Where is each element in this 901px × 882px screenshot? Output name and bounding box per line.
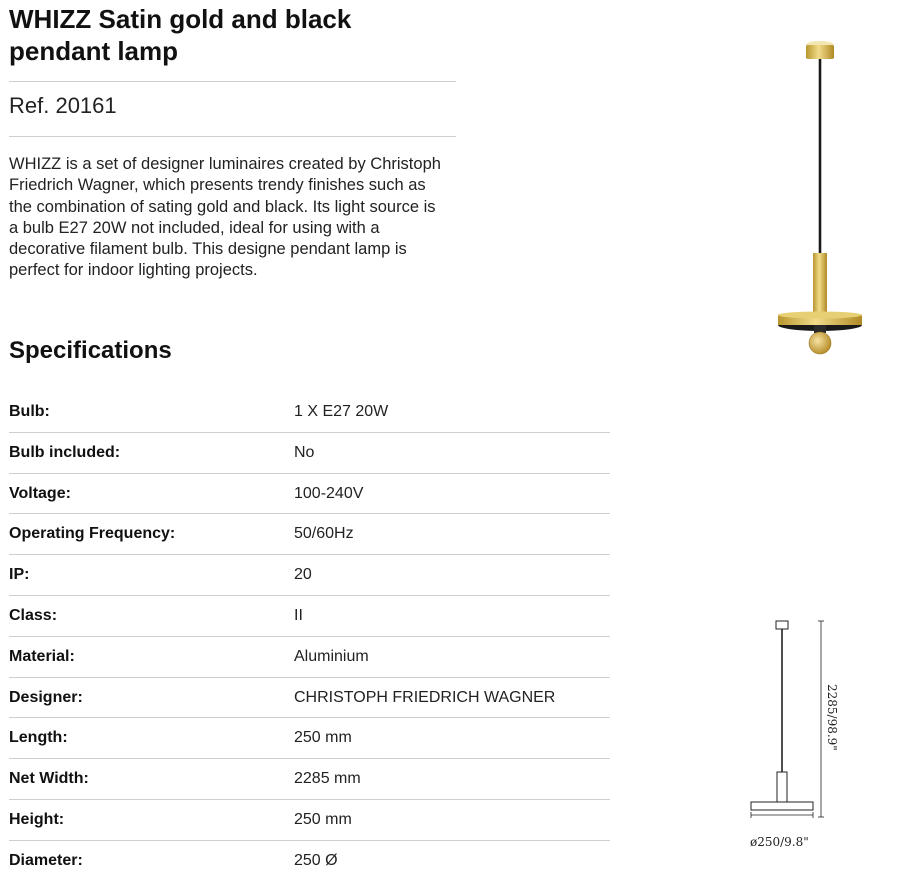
- specifications-table: [9, 392, 610, 882]
- spec-value: 250 Ø: [294, 851, 338, 869]
- lamp-technical-drawing: [740, 612, 850, 857]
- product-reference: Ref. 20161: [9, 93, 117, 118]
- spec-label: Height:: [9, 810, 65, 828]
- spec-row: [9, 637, 610, 678]
- suspension-cable: [819, 59, 822, 254]
- spec-row: [9, 392, 610, 433]
- spec-row: [9, 433, 610, 474]
- spec-label: Operating Frequency:: [9, 525, 176, 543]
- spec-label: Designer:: [9, 688, 83, 706]
- spec-row: [9, 474, 610, 515]
- spec-row: [9, 514, 610, 555]
- drawing-canopy: [776, 621, 788, 629]
- drawing-stem: [777, 772, 787, 802]
- product-description: WHIZZ is a set of designer luminaires created by Christoph Friedrich Wagner, which presents trendy finishes such as the combination of sating gold and black. Its light source is a bulb E27 20W not included, ideal for using with a decorative filament bulb. This designe pendant lamp is perfect for indoor lighting projects.: [9, 155, 441, 280]
- product-title-line-2: pendant lamp: [9, 36, 179, 66]
- spec-value: Aluminium: [294, 647, 369, 665]
- spec-label: Net Width:: [9, 770, 89, 788]
- spec-row: [9, 596, 610, 637]
- specifications-heading: Specifications: [9, 337, 172, 364]
- spec-row: [9, 759, 610, 800]
- spec-value: 50/60Hz: [294, 525, 354, 543]
- spec-row: [9, 555, 610, 596]
- spec-value: II: [294, 606, 303, 624]
- spec-label: Material:: [9, 647, 75, 665]
- lamp-stem: [813, 253, 827, 315]
- spec-label: Length:: [9, 729, 68, 747]
- spec-row: [9, 800, 610, 841]
- filament-bulb: [809, 332, 831, 354]
- diameter-dimension-label: ø250/9.8": [750, 835, 809, 849]
- lamp-product-image: [770, 35, 870, 365]
- spec-value: 250 mm: [294, 810, 352, 828]
- spec-label: Diameter:: [9, 851, 83, 869]
- drawing-shade: [751, 802, 813, 810]
- spec-row: [9, 841, 610, 882]
- spec-label: Bulb included:: [9, 443, 121, 461]
- spec-row: [9, 718, 610, 759]
- product-title: [9, 3, 469, 67]
- spec-value: 20: [294, 566, 312, 584]
- spec-value: CHRISTOPH FRIEDRICH WAGNER: [294, 688, 556, 706]
- spec-label: IP:: [9, 566, 30, 584]
- spec-value: No: [294, 443, 315, 461]
- spec-value: 2285 mm: [294, 770, 361, 788]
- ceiling-canopy: [806, 45, 834, 59]
- spec-value: 1 X E27 20W: [294, 403, 389, 420]
- spec-row: [9, 678, 610, 719]
- product-title-line-1: WHIZZ Satin gold and black: [9, 4, 352, 34]
- spec-label: Voltage:: [9, 484, 71, 502]
- height-dimension-label: 2285/98.9": [825, 684, 839, 751]
- spec-value: 250 mm: [294, 729, 352, 747]
- spec-label: Class:: [9, 606, 58, 624]
- spec-label: Bulb:: [9, 403, 50, 420]
- shade-top-rim: [778, 312, 862, 319]
- spec-value: 100-240V: [294, 484, 364, 502]
- divider: [9, 136, 456, 137]
- divider: [9, 81, 456, 82]
